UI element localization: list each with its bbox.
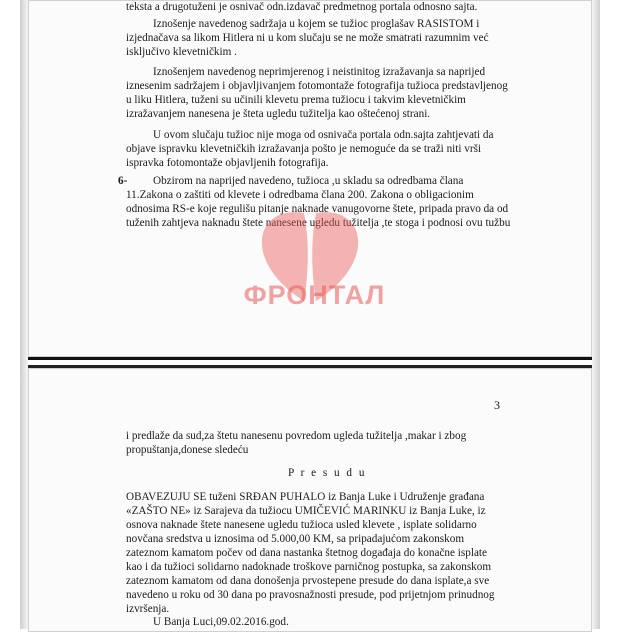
paragraph-line: OBAVEZUJU SE tuženi SRĐAN PUHALO iz Banja Luke i Udruženje građana	[126, 491, 485, 503]
paragraph-line: i predlaže da sud,za štetu nanesenu povredom ugleda tužitelja ,makar i zbog	[126, 430, 467, 442]
paragraph-line: izražavanjem nanesena je šteta ugledu tužitelja kao oštećenoj strani.	[126, 108, 431, 120]
paragraph-line: izjednačava sa likom Hitlera ni u kom slučaju se ne može smatrati razumnim već	[126, 32, 489, 44]
paragraph-line: objave ispravku klevetničkih izražavanja pošto je nemoguće da se traži niti vrši	[126, 143, 482, 155]
paragraph-line: propuštanja,donese sledeću	[126, 444, 249, 456]
paragraph-line: novčana sredstva u iznosima od 5.000,00 KM, sa pripadajućom zakonskom	[126, 533, 465, 545]
document-page-bottom	[28, 365, 592, 632]
paragraph-line: zateznom kamatom od dana donošenja prvostepene presude do dana isplate,a sve	[126, 575, 490, 587]
paragraph-line: osnova naknade štete nanesene ugledu tužioca usled klevete , isplate solidarno	[126, 519, 477, 531]
page-number: 3	[494, 398, 500, 412]
paragraph-line: tuženih zahtjeva naknadu štete nanesene ugledu tužitelja ,te stoga i podnosi ovu tužbu	[126, 217, 511, 229]
paragraph-line: Iznošenje navedenog sadržaja u kojem se tužioc proglašav RASISTOM i	[153, 18, 480, 30]
paragraph-line: u liku Hitlera, tuženi su učinili klevetu prema tužiocu i takvim klevetničkim	[126, 94, 466, 106]
watermark-text: ФРОНТАЛ	[243, 280, 386, 310]
paragraph-line: odnosima RS-e koje regulišu pitanje naknade vanugovorne štete, pripada pravo da od	[126, 203, 509, 215]
paragraph-line: ispravka fotomontaže objavljenih fotografija.	[126, 157, 329, 169]
paragraph-line: izvršenja.	[126, 603, 170, 615]
paragraph-line: Iznošenjem navedenog neprimjerenog i neistinitog izražavanja sa naprijed	[153, 66, 486, 78]
paragraph-line: iznesenim sadržajem i objavljivanjem fotomontaže fotografija tužioca predstavljenog	[126, 80, 508, 92]
paragraph-line: isključivo klevetničkim .	[126, 46, 237, 58]
paragraph-line: 11.Zakona o zaštiti od klevete i odredbama člana 200. Zakona o obligacionim	[126, 189, 474, 201]
paragraph-line: U ovom slučaju tužioc nije moga od osnivača portala odn.sajta zahtjevati da	[153, 129, 494, 141]
paragraph-line: zateznom kamatom počev od dana nastanka štetnog događaja do konačne isplate	[126, 547, 487, 559]
paragraph-line: teksta a drugotuženi je osnivač odn.izdavač predmetnog portala odnosno sajta.	[126, 1, 478, 13]
verdict-heading: P r e s u d u	[288, 467, 367, 479]
date-line: U Banja Luci,09.02.2016.god.	[153, 616, 289, 628]
paragraph-line: Obzirom na naprijed navedeno, tužioca ,u skladu sa odredbama člana	[153, 175, 464, 187]
page-edge-left	[20, 0, 28, 629]
page-edge-right	[592, 0, 600, 629]
section-number: 6-	[118, 175, 128, 187]
paragraph-line: navedeno u roku od 30 dana po pravosnažnosti presude, pod prijetnjom prinudnog	[126, 589, 495, 601]
paragraph-line: kao i da tužioci solidarno nadoknade troškove parničnog postupka, sa zakonskom	[126, 561, 492, 573]
paragraph-line: «ZAŠTO NE» iz Sarajeva da tužiocu UMIČEVIĆ MARINKU iz Banja Luke, iz	[126, 505, 486, 517]
